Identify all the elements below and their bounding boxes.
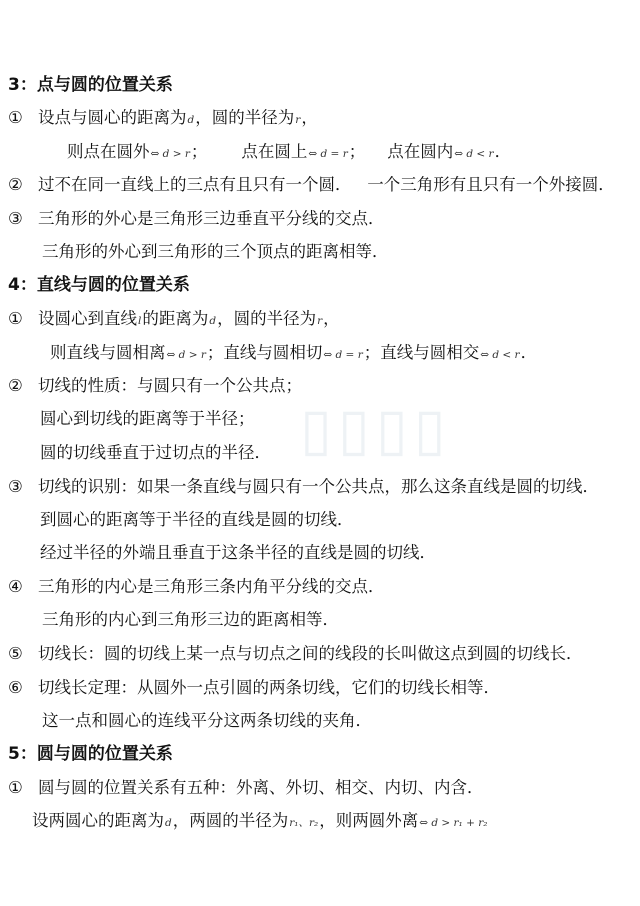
math-r: r [317, 315, 323, 327]
math-d: d [187, 114, 195, 126]
s4-item-6: ⑥ 切线长定理：从圆外一点引圆的两条切线，它们的切线长相等． [8, 678, 501, 697]
s4-item-3: ③ 切线的识别：如果一条直线与圆只有一个公共点，那么这条直线是圆的切线． [8, 477, 600, 496]
s4-item-1-line-2: 则直线与圆相离⇔ d > r；直线与圆相切⇔ d = r；直线与圆相交⇔ d < r． [50, 343, 538, 362]
item-number: ① [8, 778, 23, 797]
math-outside: ⇔ d > r [150, 148, 190, 160]
watermark: ▯▯▯▯ [300, 395, 452, 463]
item-number: ② [8, 376, 23, 395]
math-d: d [165, 817, 172, 829]
item-number: ⑥ [8, 678, 23, 697]
s5-item-1-line-2: 设两圆心的距离为d，两圆的半径为r₁、r₂，则两圆外离⇔ d > r₁ + r₂ [32, 811, 488, 830]
s3-item-3-cont: 三角形的外心到三角形的三个顶点的距离相等． [42, 242, 389, 261]
item-number: ④ [8, 577, 23, 596]
item-number: ① [8, 108, 23, 127]
s4-item-3-cont-2: 经过半径的外端且垂直于这条半径的直线是圆的切线． [40, 543, 436, 562]
s4-item-6-cont: 这一点和圆心的连线平分这两条切线的夹角． [42, 711, 372, 730]
math-inside: ⇔ d < r [454, 148, 494, 160]
math-external: ⇔ d > r₁ + r₂ [419, 817, 488, 829]
s4-item-4-cont: 三角形的内心到三角形三边的距离相等． [42, 610, 339, 629]
math-on: ⇔ d = r [308, 148, 348, 160]
s4-item-1-line-1: ① 设圆心到直线l的距离为d，圆的半径为r， [8, 309, 340, 328]
math-d: d [209, 315, 217, 327]
s3-item-2: ② 过不在同一直线上的三点有且只有一个圆． 一个三角形有且只有一个外接圆． [8, 175, 615, 194]
s4-item-3-cont-1: 到圆心的距离等于半径的直线是圆的切线． [40, 510, 354, 529]
s4-item-4: ④ 三角形的内心是三角形三条内角平分线的交点． [8, 577, 385, 596]
math-separate: ⇔ d > r [166, 349, 206, 361]
section-3-heading: 3：点与圆的位置关系 [8, 75, 173, 95]
section-5-heading: 5：圆与圆的位置关系 [8, 744, 173, 764]
math-radii: r₁、r₂ [289, 817, 319, 829]
math-tangent: ⇔ d = r [323, 349, 363, 361]
s3-item-1-line-2: 则点在圆外⇔ d > r； 点在圆上⇔ d = r； 点在圆内⇔ d < r． [67, 142, 512, 161]
math-intersect: ⇔ d < r [480, 349, 520, 361]
s5-item-1-line-1: ① 圆与圆的位置关系有五种：外离、外切、相交、内切、内含． [8, 778, 484, 797]
math-l: l [138, 315, 142, 327]
s3-item-1-line-1: ① 设点与圆心的距离为d，圆的半径为r， [8, 108, 318, 127]
item-number: ③ [8, 477, 23, 496]
item-number: ③ [8, 209, 23, 228]
item-number: ② [8, 175, 23, 194]
s4-item-2: ② 切线的性质：与圆只有一个公共点； [8, 376, 303, 395]
s3-item-3: ③ 三角形的外心是三角形三边垂直平分线的交点． [8, 209, 385, 228]
item-number: ⑤ [8, 644, 23, 663]
s4-item-2-cont-2: 圆的切线垂直于过切点的半径． [40, 443, 271, 462]
math-r: r [295, 114, 301, 126]
item-number: ① [8, 309, 23, 328]
s4-item-2-cont-1: 圆心到切线的距离等于半径； [40, 409, 255, 428]
s4-item-5: ⑤ 切线长：圆的切线上某一点与切点之间的线段的长叫做这点到圆的切线长． [8, 644, 583, 663]
section-4-heading: 4：直线与圆的位置关系 [8, 275, 190, 295]
